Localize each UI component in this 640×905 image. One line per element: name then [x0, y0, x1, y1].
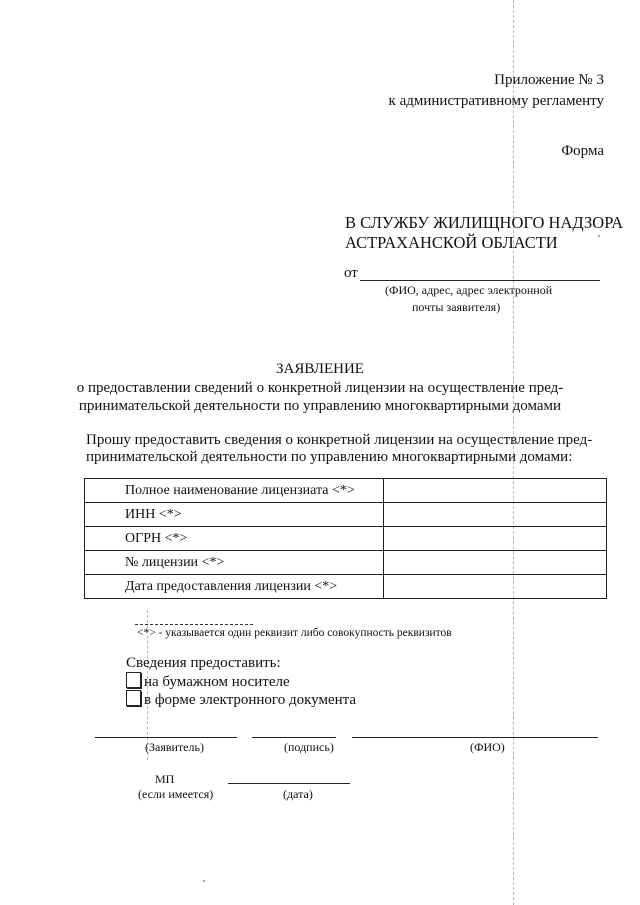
stamp-note: (если имеется)	[138, 787, 214, 801]
ogrn-field[interactable]	[384, 527, 607, 551]
fio-line[interactable]	[352, 737, 598, 738]
date-line[interactable]	[228, 783, 350, 784]
document-subtitle-line-1: о предоставлении сведений о конкретной лицензии на осуществление пред-	[76, 380, 564, 396]
appendix-number: Приложение № 3	[494, 72, 604, 88]
signature-caption: (подпись)	[284, 740, 334, 754]
applicant-hint-line-1: (ФИО, адрес, адрес электронной	[385, 283, 553, 297]
inn-field[interactable]	[384, 503, 607, 527]
fio-caption: (ФИО)	[470, 740, 505, 754]
paper-checkbox[interactable]	[126, 672, 141, 688]
applicant-field-line[interactable]	[360, 280, 600, 281]
recipient-line-1: В СЛУЖБУ ЖИЛИЩНОГО НАДЗОРА	[345, 213, 624, 232]
license-number-field[interactable]	[384, 551, 607, 575]
applicant-signature-line[interactable]	[95, 737, 237, 738]
applicant-hint-line-2: почты заявителя)	[412, 300, 501, 314]
row-label-ogrn: ОГРН <*>	[85, 527, 384, 551]
scan-speck	[598, 235, 600, 237]
electronic-option-label: в форме электронного документа	[144, 692, 357, 708]
form-label: Форма	[561, 143, 604, 159]
license-date-field[interactable]	[384, 575, 607, 599]
row-label-license-number: № лицензии <*>	[85, 551, 384, 575]
delivery-heading: Сведения предоставить:	[126, 655, 281, 671]
footnote-text: <*> - указывается один реквизит либо совокупность реквизитов	[137, 627, 452, 639]
request-text-line-1: Прошу предоставить сведения о конкретной лицензии на осуществление пред-	[86, 432, 593, 448]
stamp-label: МП	[155, 772, 175, 786]
table-row	[85, 551, 607, 575]
applicant-caption: (Заявитель)	[145, 740, 204, 754]
license-details-table	[84, 478, 607, 599]
recipient-line-2: АСТРАХАНСКОЙ ОБЛАСТИ	[345, 233, 558, 252]
document-title: ЗАЯВЛЕНИЕ	[276, 361, 364, 377]
signature-line[interactable]	[252, 737, 336, 738]
delivery-option-electronic[interactable]	[126, 690, 356, 709]
regulation-reference: к административному регламенту	[388, 93, 604, 109]
electronic-checkbox[interactable]	[126, 690, 141, 706]
table-row	[85, 575, 607, 599]
table-row	[85, 479, 607, 503]
from-label: от	[344, 265, 358, 281]
row-label-license-date: Дата предоставления лицензии <*>	[85, 575, 384, 599]
date-caption: (дата)	[283, 787, 313, 801]
table-row	[85, 527, 607, 551]
scan-speck	[203, 880, 205, 882]
paper-option-label: на бумажном носителе	[144, 674, 290, 690]
document-subtitle-line-2: принимательской деятельности по управлению многоквартирными домами	[78, 398, 562, 414]
row-label-licensee-name: Полное наименование лицензиата <*>	[85, 479, 384, 503]
licensee-name-field[interactable]	[384, 479, 607, 503]
request-text-line-2: принимательской деятельности по управлению многоквартирными домами:	[86, 449, 573, 465]
row-label-inn: ИНН <*>	[85, 503, 384, 527]
table-row	[85, 503, 607, 527]
footnote-separator	[135, 624, 253, 625]
delivery-option-paper[interactable]	[126, 672, 290, 691]
